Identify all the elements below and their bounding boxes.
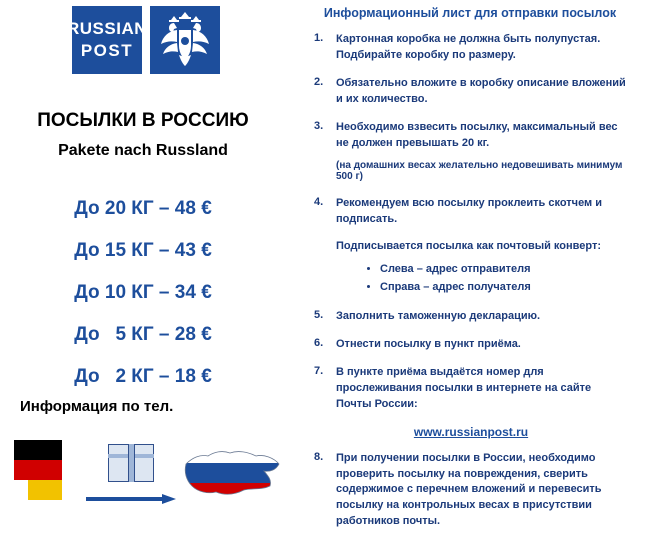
list-item-number: 6.	[314, 336, 324, 349]
list-item	[292, 120, 650, 152]
logo-line-1: RUSSIAN	[67, 19, 148, 39]
russian-post-logo	[67, 6, 220, 74]
logo-wordmark	[67, 6, 148, 74]
addressing-bullets	[292, 260, 650, 297]
price-row: До 5 КГ – 28 €	[74, 324, 212, 345]
shipping-illustration	[0, 440, 286, 518]
list-item: • Слева – адрес отправителя	[380, 260, 650, 279]
list-item-number: 4.	[314, 195, 324, 208]
document-title: Информационный лист для отправки посылок	[323, 6, 617, 20]
price-list	[0, 198, 286, 408]
right-column	[292, 0, 650, 528]
list-item-text: Заполнить таможенную декларацию.	[336, 309, 541, 322]
logo-line-2: POST	[80, 41, 134, 60]
russianpost-link[interactable]: www.russianpost.ru	[413, 424, 529, 439]
list-item-number: 7.	[314, 364, 324, 377]
list-item-number: 2.	[314, 75, 324, 88]
list-item	[292, 451, 650, 531]
list-item	[292, 337, 650, 353]
price-row: До 10 КГ – 34 €	[74, 282, 212, 303]
germany-flag-icon	[14, 440, 62, 502]
list-item-text: Рекомендуем всю посылку проклеить скотчем и подписать.	[336, 196, 602, 225]
list-item-text: При получении посылки в России, необходимо проверить посылку на повреждения, сверить содержимое с перечнем вложений и перевесить посылку на контрольных весах в присутствии работников почты.	[336, 451, 602, 528]
list-item	[292, 365, 650, 413]
list-item-text: В пункте приёма выдаётся номер для прослеживания посылки в интернете на сайте Почты России:	[336, 365, 592, 410]
price-row: До 15 КГ – 43 €	[74, 240, 212, 261]
price-row: До 20 КГ – 48 €	[74, 198, 212, 219]
list-item: • Справа – адрес получателя	[380, 278, 650, 297]
list-item-text: Обязательно вложите в коробку описание вложений и их количество.	[336, 76, 626, 105]
list-item-text: Отнести посылку в пункт приёма.	[336, 337, 521, 350]
addressing-subnote: Подписывается посылка как почтовый конверт:	[336, 239, 601, 252]
page-title-ru: ПОСЫЛКИ В РОССИЮ	[37, 110, 249, 131]
list-item	[292, 32, 650, 64]
list-item-number: 3.	[314, 119, 324, 132]
list-item	[292, 196, 650, 228]
info-phone-label: Информация по тел.	[20, 398, 174, 415]
list-item-text: Необходимо взвесить посылку, максимальный вес не должен превышать 20 кг.	[336, 120, 618, 149]
arrow-right-icon	[86, 494, 178, 504]
left-column	[0, 0, 286, 518]
page-title-de: Pakete nach Russland	[58, 142, 228, 159]
list-item	[292, 76, 650, 108]
list-item-number: 5.	[314, 308, 324, 321]
price-row: До 2 КГ – 18 €	[74, 366, 212, 387]
list-item-number: 1.	[314, 32, 324, 44]
list-item-text: Картонная коробка не должна быть полупустая. Подбирайте коробку по размеру.	[336, 33, 601, 61]
instruction-list	[292, 32, 650, 542]
double-headed-eagle-icon	[150, 6, 220, 74]
weight-note: (на домашних весах желательно недовешивать минимум 500 г)	[336, 159, 623, 182]
russia-map-flag-icon	[182, 444, 282, 502]
list-item	[292, 309, 650, 325]
parcel-box-icon	[108, 444, 154, 482]
list-item-number: 8.	[314, 450, 324, 463]
